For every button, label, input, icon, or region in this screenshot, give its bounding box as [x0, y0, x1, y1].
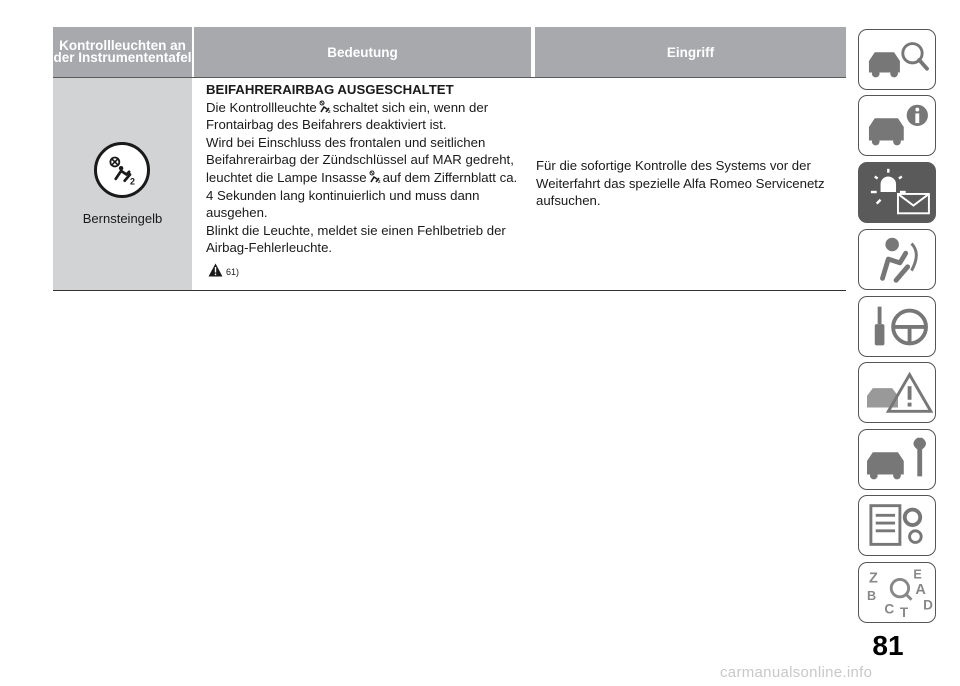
action-text: Für die sofortige Kontrolle des Systems vor der Weiterfahrt das spezielle Alfa Romeo Servicenetz aufsuchen.	[536, 158, 825, 209]
car-wrench-icon	[859, 430, 935, 489]
warning-light-mail-icon	[859, 163, 935, 222]
spec-list-gear-icon	[859, 496, 935, 555]
warning-reference: 61)	[226, 267, 240, 277]
warning-triangle-icon	[208, 263, 223, 277]
lamp-color-label: Bernsteingelb	[82, 211, 163, 226]
meaning-paragraph-1: Die Kontrollleuchte 2 schaltet sich ein, wenn der Frontairbag des Beifahrers deaktiviert ist.	[206, 99, 489, 133]
sidebar-tab-car-info[interactable]	[858, 95, 936, 156]
svg-text:2: 2	[327, 108, 331, 114]
column-header-lamp: Kontrollleuchten an der Instrumententafel	[53, 27, 192, 77]
svg-text:E: E	[913, 567, 922, 582]
sidebar-tab-warning-lights[interactable]	[858, 162, 936, 223]
svg-text:A: A	[915, 581, 926, 598]
svg-text:T: T	[899, 605, 909, 621]
column-header-action: Eingriff	[535, 27, 846, 77]
airbag-off-inline-icon	[368, 170, 382, 184]
sidebar-tab-emergency[interactable]	[858, 362, 936, 423]
column-header-meaning: Bedeutung	[194, 27, 531, 77]
meaning-text	[206, 81, 526, 257]
sidebar-tab-technical-data[interactable]	[858, 495, 936, 556]
watermark: carmanualsonline.info	[720, 664, 873, 681]
meaning-title: BEIFAHRERAIRBAG AUSGESCHALTET	[206, 82, 454, 97]
meaning-paragraph-2: Wird bei Einschluss des frontalen und seitlichen Beifahrerairbag der Zündschlüssel auf MAR gedreht, leuchtet die Lampe Insasse 2 auf dem Ziffernblatt ca. 4 Sekunden lang kontinuierlich und muss dann ausgehen.	[206, 134, 518, 221]
car-warning-icon	[859, 363, 935, 422]
svg-text:2: 2	[130, 176, 136, 187]
page-number: 81	[872, 630, 904, 661]
airbag-off-inline-icon	[318, 100, 332, 114]
lamp-cell	[53, 78, 192, 290]
sidebar-tab-car-search[interactable]	[858, 29, 936, 90]
svg-text:Z: Z	[868, 570, 878, 587]
alphabetical-index-icon	[859, 563, 935, 622]
svg-text:C: C	[884, 601, 895, 617]
car-search-icon	[859, 30, 935, 89]
sidebar-tab-starting-driving[interactable]	[858, 296, 936, 357]
svg-text:2: 2	[377, 178, 381, 184]
svg-text:D: D	[923, 597, 933, 613]
airbag-seat-icon	[859, 230, 935, 289]
sidebar-tab-maintenance[interactable]	[858, 429, 936, 490]
passenger-airbag-off-lamp-icon	[94, 142, 150, 198]
meaning-paragraph-3: Blinkt die Leuchte, meldet sie einen Fehlbetrieb der Airbag-Fehlerleuchte.	[206, 222, 506, 256]
row-divider	[53, 290, 846, 291]
key-steering-wheel-icon	[859, 297, 935, 356]
sidebar-tab-index[interactable]	[858, 562, 936, 623]
car-info-icon	[859, 96, 935, 155]
sidebar-tab-safety[interactable]	[858, 229, 936, 290]
svg-text:B: B	[867, 588, 877, 603]
